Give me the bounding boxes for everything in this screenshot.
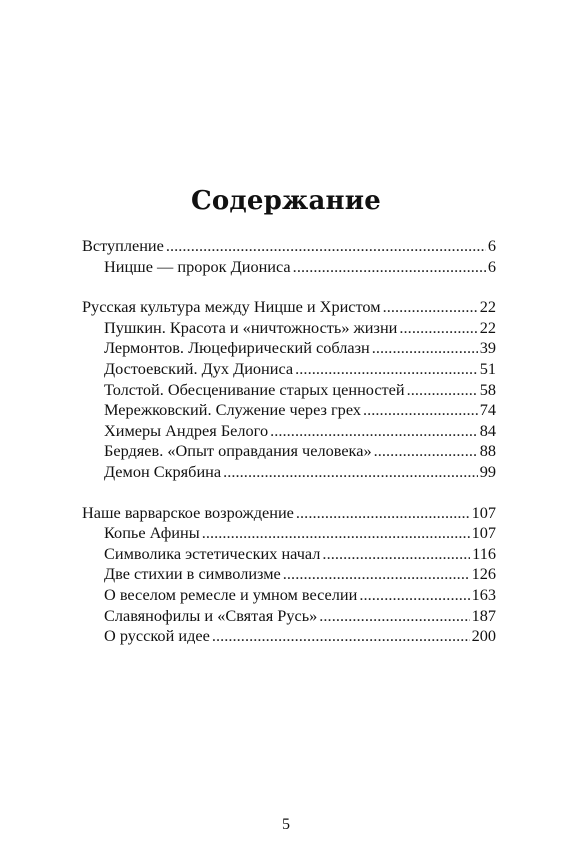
toc-subentry: [82, 318, 496, 339]
toc-entry-page: 200: [471, 626, 496, 646]
dot-leader: [363, 400, 478, 421]
dot-leader: [319, 606, 469, 627]
toc-subentry: [82, 523, 496, 544]
toc-entry-page: 22: [479, 317, 496, 337]
toc-entry-label: Наше варварское возрождение: [82, 502, 294, 522]
toc-entry-page: 74: [479, 400, 496, 420]
dot-leader: [407, 380, 478, 401]
toc-section: [82, 503, 496, 647]
dot-leader: [166, 236, 486, 257]
toc-subentry: [82, 400, 496, 421]
toc-subentry: [82, 441, 496, 462]
dot-leader: [293, 257, 486, 278]
toc-subentry: [82, 338, 496, 359]
toc-entry-page: 6: [487, 236, 496, 255]
toc-subentry: [82, 462, 496, 483]
dot-leader: [283, 564, 470, 585]
toc-subentry: [82, 564, 496, 585]
dot-leader: [295, 359, 478, 380]
toc-entry-label: Вступление: [82, 236, 164, 255]
toc-subentry: [82, 421, 496, 442]
toc-entry: [82, 503, 496, 524]
toc-entry-page: 6: [487, 256, 496, 276]
toc-entry-page: 126: [471, 564, 496, 584]
toc-entry-page: 187: [471, 605, 496, 625]
table-of-contents: [82, 236, 496, 667]
toc-subentry: [82, 606, 496, 627]
toc-entry-page: 163: [471, 584, 496, 604]
toc-entry-label: Демон Скрябина: [104, 461, 222, 481]
toc-subentry: [82, 585, 496, 606]
toc-entry-page: 107: [471, 502, 496, 522]
toc-entry-label: Две стихии в символизме: [104, 564, 281, 584]
page-title: Содержание: [190, 186, 382, 216]
toc-entry-label: Мережковский. Служение через грех: [104, 400, 361, 420]
toc-entry-label: Пушкин. Красота и «ничтожность» жизни: [104, 317, 398, 337]
toc-subentry: [82, 380, 496, 401]
dot-leader: [296, 503, 470, 524]
dot-leader: [270, 421, 478, 442]
dot-leader: [399, 318, 477, 339]
toc-section: [82, 297, 496, 482]
toc-entry-label: Бердяев. «Опыт оправдания человека»: [104, 441, 372, 461]
dot-leader: [383, 297, 478, 318]
dot-leader: [202, 523, 470, 544]
dot-leader: [322, 544, 470, 565]
toc-entry-label: О веселом ремесле и умном веселии: [104, 584, 358, 604]
toc-subentry: [82, 544, 496, 565]
toc-entry-page: 107: [471, 523, 496, 543]
toc-entry-page: 88: [479, 441, 496, 461]
toc-entry-label: Достоевский. Дух Диониса: [104, 358, 294, 378]
toc-entry-label: Химеры Андрея Белого: [104, 420, 269, 440]
toc-entry-page: 58: [479, 379, 496, 399]
toc-entry-label: Символика эстетических начал: [104, 543, 321, 563]
dot-leader: [372, 338, 478, 359]
toc-entry-page: 39: [479, 338, 496, 358]
toc-entry-label: Лермонтов. Люцефирический соблазн: [104, 338, 370, 358]
toc-entry-label: О русской идее: [104, 626, 210, 646]
toc-subentry: [82, 626, 496, 647]
toc-subentry: [82, 359, 496, 380]
dot-leader: [359, 585, 469, 606]
toc-entry-page: 99: [479, 461, 496, 481]
toc-entry: [82, 236, 496, 257]
dot-leader: [374, 441, 478, 462]
toc-entry-label: Копье Афины: [104, 523, 200, 543]
toc-entry-label: Славянофилы и «Святая Русь»: [104, 605, 318, 625]
toc-entry-page: 51: [479, 358, 496, 378]
toc-entry-label: Ницше — пророк Диониса: [104, 256, 291, 276]
toc-entry-page: 116: [472, 543, 496, 563]
toc-entry-label: Толстой. Обесценивание старых ценностей: [104, 379, 405, 399]
page-number: 5: [282, 816, 290, 833]
toc-entry: [82, 297, 496, 318]
toc-entry-label: Русская культура между Ницше и Христом: [82, 297, 381, 317]
toc-entry-page: 84: [479, 420, 496, 440]
dot-leader: [223, 462, 478, 483]
toc-subentry: [82, 257, 496, 278]
toc-entry-page: 22: [479, 297, 496, 317]
toc-section: [82, 236, 496, 277]
dot-leader: [212, 626, 470, 647]
